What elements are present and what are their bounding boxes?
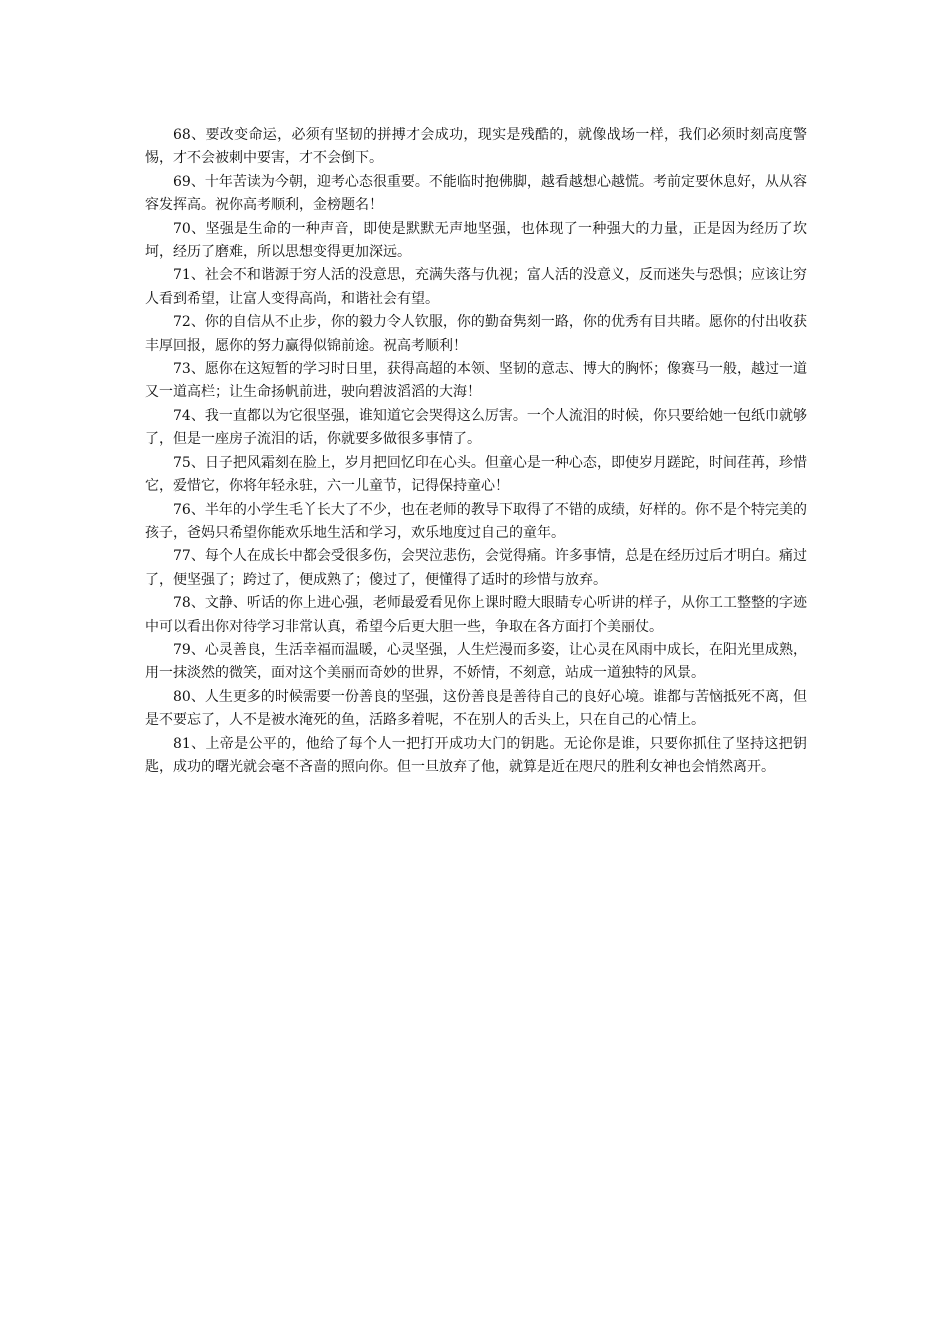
paragraph-72: 72、你的自信从不止步，你的毅力令人钦服，你的勤奋隽刻一路，你的优秀有目共睹。愿你的付出收获丰厚回报，愿你的努力赢得似锦前途。祝高考顺利！: [145, 314, 807, 354]
paragraph-70: 70、坚强是生命的一种声音，即使是默默无声地坚强，也体现了一种强大的力量，正是因为经历了坎坷，经历了磨难，所以思想变得更加深远。: [145, 220, 807, 261]
paragraph-73: 73、愿你在这短暂的学习时日里，获得高超的本领、坚韧的意志、博大的胸怀；像赛马一般，越过一道又一道高栏；让生命扬帆前进，驶向碧波滔滔的大海！: [145, 361, 807, 401]
paragraph-68: 68、要改变命运，必须有坚韧的拼搏才会成功，现实是残酷的，就像战场一样，我们必须时刻高度警惕，才不会被刺中要害，才不会倒下。: [145, 127, 807, 167]
paragraph-78: 78、文静、听话的你上进心强，老师最爱看见你上课时瞪大眼睛专心听讲的样子，从你工工整整的字迹中可以看出你对待学习非常认真，希望今后更大胆一些，争取在各方面打个美丽仗。: [145, 595, 807, 635]
paragraph-81: 81、上帝是公平的，他给了每个人一把打开成功大门的钥匙。无论你是谁，只要你抓住了坚持这把钥匙，成功的曙光就会毫不吝啬的照向你。但一旦放弃了他，就算是近在咫尺的胜利女神也会悄然离开。: [145, 735, 807, 775]
paragraph-76: 76、半年的小学生毛丫长大了不少，也在老师的教导下取得了不错的成绩，好样的。你不是个特完美的孩子，爸妈只希望你能欢乐地生活和学习，欢乐地度过自己的童年。: [145, 501, 807, 541]
paragraph-69: 69、十年苦读为今朝，迎考心态很重要。不能临时抱佛脚，越看越想心越慌。考前定要休息好，从从容容发挥高。祝你高考顺利，金榜题名！: [145, 173, 807, 214]
paragraph-71: 71、社会不和谐源于穷人活的没意思，充满失落与仇视；富人活的没意义，反而迷失与恐惧；应该让穷人看到希望，让富人变得高尚，和谐社会有望。: [145, 267, 807, 307]
paragraph-75: 75、日子把风霜刻在脸上，岁月把回忆印在心头。但童心是一种心态，即使岁月蹉跎，时间荏苒，珍惜它，爱惜它，你将年轻永驻，六一儿童节，记得保持童心！: [145, 454, 807, 495]
paragraph-74: 74、我一直都以为它很坚强，谁知道它会哭得这么厉害。一个人流泪的时候，你只要给她一包纸巾就够了，但是一座房子流泪的话，你就要多做很多事情了。: [145, 407, 807, 448]
document-body: [145, 124, 807, 779]
paragraph-79: 79、心灵善良，生活幸福而温暖，心灵坚强，人生烂漫而多姿，让心灵在风雨中成长，在阳光里成熟，用一抹淡然的微笑，面对这个美丽而奇妙的世界，不娇情，不刻意，站成一道独特的风景。: [145, 641, 807, 682]
paragraph-80: 80、人生更多的时候需要一份善良的坚强，这份善良是善待自己的良好心境。谁都与苦恼抵死不离，但是不要忘了，人不是被水淹死的鱼，活路多着呢，不在别人的舌头上，只在自己的心情上。: [145, 688, 807, 729]
paragraph-77: 77、每个人在成长中都会受很多伤，会哭泣悲伤，会觉得痛。许多事情，总是在经历过后才明白。痛过了，便坚强了；跨过了，便成熟了；傻过了，便懂得了适时的珍惜与放弃。: [145, 548, 807, 588]
